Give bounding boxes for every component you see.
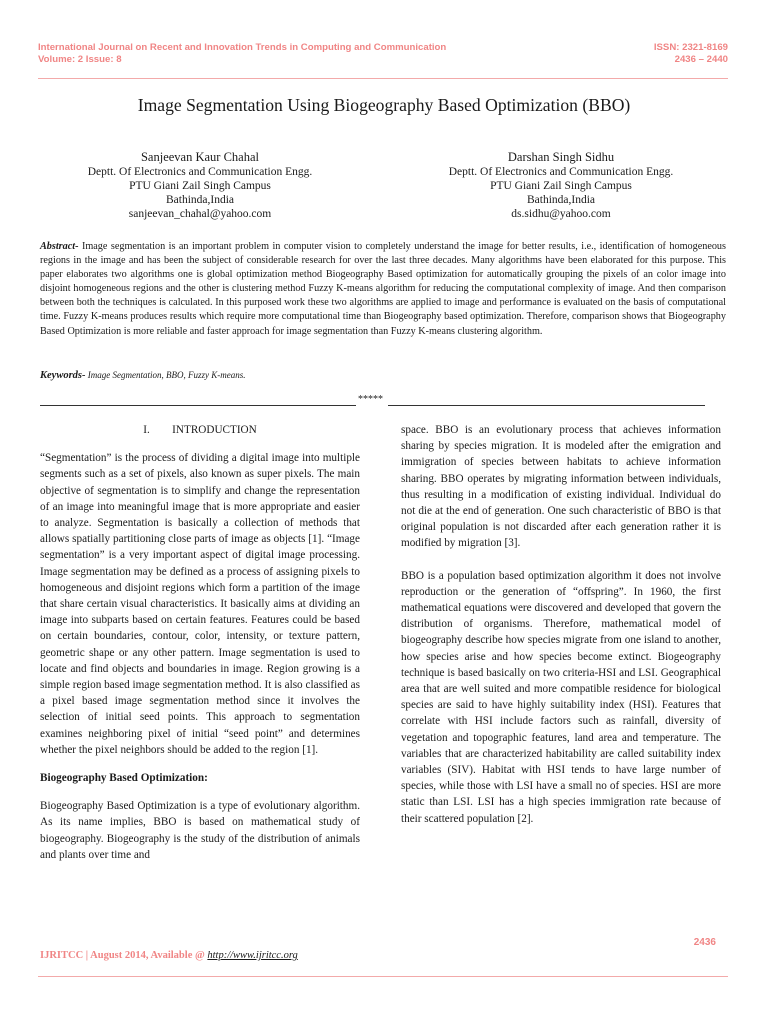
journal-name: International Journal on Recent and Innovation Trends in Computing and Communication: [38, 42, 447, 53]
bbo-paragraph-continued: space. BBO is an evolutionary process that achieves information sharing by species migration. It is modeled after the emigration and immigration of species between habitats to achieve information sharing. BBO operates by migrating information between individuals, thus resulting in a modification of existing individual. Individual do not die at the end of generation. One such characteristic of BBO is that original population is not discarded after each generation rather it is modified by migration [3].: [401, 424, 721, 550]
author-email: sanjeevan_chahal@yahoo.com: [128, 208, 272, 220]
journal-volume: Volume: 2 Issue: 8: [38, 54, 122, 65]
author-name: Darshan Singh Sidhu: [507, 150, 615, 164]
footer-rule: [38, 976, 728, 977]
author-dept: Deptt. Of Electronics and Communication Engg.: [448, 166, 674, 178]
bbo-population-paragraph: BBO is a population based optimization algorithm it does not involve reproduction or the generation of “offspring”. In 1960, the first mathematical equations were discovered and developed that govern the distribution of organisms. Therefore, mathematical model of biogeography describe how species migrate from one island to another, how species arise and how species become extinct. Biogeography technique is based basically on two criteria-HSI and LSI. Geographical area that are well suited and more compatible residence for biological species are said to have highly suitability index (HSI). Features that correlate with HSI include factors such as rainfall, diversity of vegetation and topographic features, land area and temperature. The variables that are characterized habitability are called suitability index variables (SIV). Habitat with HSI tends to have large number of species, while those with LSI have a small no of species. HSI are more static than LSI. LSI has a high species immigration rate because of their scattered population [2].: [401, 569, 721, 825]
footer-text: IJRITCC | August 2014, Available @: [40, 950, 208, 961]
footer: [40, 950, 298, 961]
right-column: [401, 422, 721, 843]
abstract-text: Image segmentation is an important problem in computer vision to completely understand the image for better results, i.e., identification of homogeneous regions in the image and has been the subject of considerable research for over the last three decades. Many algorithms have been elaborated for this purpose. This paper elaborates two algorithms one is global optimization method Biogeography Based optimization for automatically grouping the pixels of an color image into disjoint homogeneous regions and the other is clustering method Fuzzy K-means algorithm for reducing the computational complexity of image. And then comparison between both the techniques is calculated. In this purposed work these two algorithms are applied to image and performance is evaluated on the basis of computational time. Fuzzy K-means produces results which require more computational time than Biogeography based optimization. Therefore, comparison shows that Biogeography Based Optimization is more reliable and faster approach for image segmentation than Fuzzy K-means clustering algorithm.: [40, 241, 726, 337]
journal-pages: 2436 – 2440: [674, 54, 728, 65]
section-separator: [40, 394, 705, 408]
journal-header: [38, 42, 728, 72]
left-column: [40, 422, 360, 879]
author-city: Bathinda,India: [165, 194, 235, 206]
abstract-label: Abstract-: [40, 241, 79, 252]
separator-line-right: [388, 405, 705, 406]
journal-link[interactable]: http://www.ijritcc.org: [207, 950, 298, 961]
author-city: Bathinda,India: [526, 194, 596, 206]
abstract: [40, 240, 726, 339]
page-number: 2436: [693, 937, 716, 948]
author-dept: Deptt. Of Electronics and Communication Engg.: [87, 166, 313, 178]
bbo-paragraph: Biogeography Based Optimization is a type of evolutionary algorithm. As its name implies, BBO is based on mathematical study of biogeography. Biogeography is the study of the distribution of animals and plants over time and: [40, 800, 360, 861]
author-name: Sanjeevan Kaur Chahal: [140, 150, 259, 164]
author-2: [411, 150, 711, 221]
author-1: [50, 150, 350, 221]
subsection-heading: Biogeography Based Optimization:: [40, 772, 208, 785]
author-campus: PTU Giani Zail Singh Campus: [490, 180, 632, 192]
keywords-text: Image Segmentation, BBO, Fuzzy K-means.: [85, 370, 246, 380]
author-campus: PTU Giani Zail Singh Campus: [129, 180, 271, 192]
header-rule: [38, 78, 728, 79]
section-heading: I. INTRODUCTION: [143, 424, 257, 436]
intro-paragraph: “Segmentation” is the process of dividing a digital image into multiple segments such as a set of pixels, also known as super pixels. The main objective of segmentation is to simplify and change the representation of an image into meaningful image that is more appropriate and easier to analyze. Segmentation is basically a collection of methods that allows spatially partitioning close parts of image as objects [1]. “Image segmentation” is a very important aspect of digital image processing. Image segmentation may be defined as a process of assigning pixels to homogeneous and disjoint regions which form a partition of the image that share certain visual characteristics. It basically aims at dividing an image into subparts based on certain features. Features could be based on certain boundaries, contour, color, intensity, or texture pattern, geometric shape or any other pattern. Image segmentation is used to locate and find objects and boundaries in image. Region growing is a simple region based image segmentation method. It is also classified as a pixel based image segmentation method since it involves the selection of initial seed points. This approach to segmentation examines neighboring pixel of initial “seed point” and determines whether the pixel neighbors should be added to the region [1].: [40, 452, 360, 756]
author-email: ds.sidhu@yahoo.com: [511, 208, 611, 220]
keywords: [40, 370, 245, 381]
journal-issn: ISSN: 2321-8169: [653, 42, 728, 53]
separator-stars: *****: [358, 394, 383, 405]
keywords-label: Keywords-: [40, 370, 86, 381]
paper-title: Image Segmentation Using Biogeography Based Optimization (BBO): [137, 95, 631, 115]
separator-line-left: [40, 405, 356, 406]
